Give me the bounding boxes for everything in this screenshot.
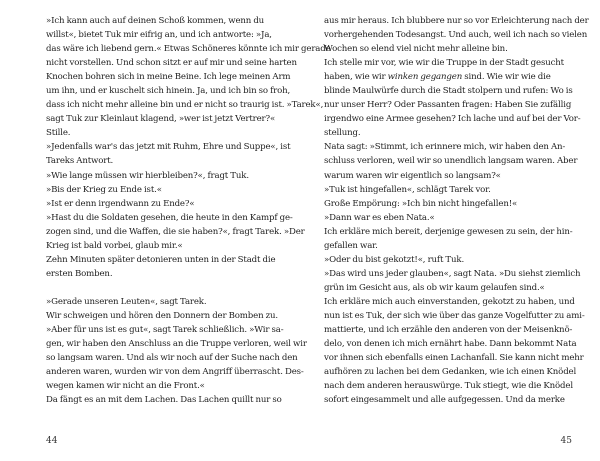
text-line: dass ich nicht mehr alleine bin und er nicht so traurig ist. »Tarek«, (46, 100, 324, 111)
text-line: Knochen bohren sich in meine Beine. Ich lege meinen Arm (46, 72, 291, 83)
text-line: irgendwo eine Armee gesehen? Ich lache und auf bei der Vor- (324, 114, 581, 125)
text-line: sofort eingesammelt und alle aufgegessen. Und da merke (324, 395, 565, 406)
text-line: schluss verloren, weil wir so unendlich langsam waren. Aber (324, 156, 578, 167)
text-line: gen, wir haben den Anschluss an die Truppe verloren, weil wir (46, 339, 307, 350)
text-line: Krieg ist bald vorbei, glaub mir.« (46, 240, 183, 251)
text-line: »Jedenfalls war's das jetzt mit Ruhm, Ehre und Suppe«, ist (46, 142, 291, 153)
text-line: aus mir heraus. Ich blubbere nur so vor Erleichterung nach der (324, 16, 589, 26)
text-line: »Oder du bist gekotzt!«, ruft Tuk. (324, 254, 465, 265)
text-line: warum waren wir eigentlich so langsam?« (324, 170, 501, 181)
text-line: »Wie lange müssen wir hierbleiben?«, fragt Tuk. (46, 170, 249, 181)
text-line: stellung. (324, 128, 361, 139)
text-line: haben, wie wir winken gegangen sind. Wie wir wie die (324, 72, 551, 83)
text-line: Ich erkläre mich bereit, derjenige gewesen zu sein, der hin- (324, 226, 573, 237)
text-line: Tareks Antwort. (46, 156, 114, 167)
text-line: anderen waren, wurden wir von dem Angriff überrascht. Des- (46, 367, 304, 378)
text-line: »Das wird uns jeder glauben«, sagt Nata. »Du siehst ziemlich (324, 268, 581, 279)
text-line: sagt Tuk zur Kleinlaut klagend, »wer ist jetzt Vertrer?« (46, 114, 276, 125)
text-line: »Gerade unseren Leuten«, sagt Tarek. (46, 296, 207, 307)
text-line: »Ich kann auch auf deinen Schoß kommen, wenn du (46, 16, 265, 26)
text-line: »Tuk ist hingefallen«, schlägt Tarek vor. (324, 184, 491, 195)
text-line: »Ist er denn irgendwann zu Ende?« (46, 198, 195, 209)
text-line: nicht vorstellen. Und schon sitzt er auf mir und seine harten (46, 58, 297, 69)
text-line: delo, von denen ich mich ernährt habe. Dann bekommt Nata (324, 339, 577, 350)
text-line: nun ist es Tuk, der sich wie über das ganze Vogelfutter zu ami- (324, 310, 585, 321)
text-line: um ihn, und er kuschelt sich hinein. Ja, und ich bin so froh, (46, 86, 291, 97)
text-line: »Aber für uns ist es gut«, sagt Tarek schließlich. »Wir sa- (46, 325, 284, 336)
text-line: wegen kamen wir nicht an die Front.« (46, 381, 205, 392)
text-line: Ich stelle mir vor, wie wir die Truppe in der Stadt gesucht (324, 58, 564, 69)
text-line: grün im Gesicht aus, als ob wir kaum gelaufen sind.« (324, 282, 545, 293)
text-line: vor ihnen sich ebenfalls einen Lachanfall. Sie kann nicht mehr (324, 353, 584, 364)
text-line: Stille. (46, 128, 71, 139)
text-line: »Bis der Krieg zu Ende ist.« (46, 184, 162, 195)
right-page (324, 14, 589, 407)
text-line: aufhören zu lachen bei dem Gedanken, wie ich einen Knödel (324, 367, 577, 378)
text-line: vorhergehenden Todesangst. Und auch, weil ich nach so vielen (324, 30, 588, 41)
text-line: Wir schweigen und hören den Donnern der Bomben zu. (46, 310, 279, 321)
left-page-number: 44 (46, 436, 58, 446)
text-line: nach dem anderen herauswürge. Tuk stiegt, wie die Knödel (324, 381, 573, 392)
text-line: willst«, bietet Tuk mir eifrig an, und ich antworte: »Ja, (46, 30, 272, 41)
text-line: Wochen so elend viel nicht mehr alleine bin. (324, 44, 508, 55)
text-line: »Hast du die Soldaten gesehen, die heute in den Kampf ge- (46, 212, 293, 223)
text-line: zogen sind, und die Waffen, die sie haben?«, fragt Tarek. »Der (46, 226, 305, 237)
text-line: blinde Maulwürfe durch die Stadt stolpern und rufen: Wo is (324, 86, 573, 97)
text-line: ersten Bomben. (46, 268, 113, 279)
text-line: gefallen war. (324, 240, 378, 251)
text-line: das wäre ich liebend gern.« Etwas Schöneres könnte ich mir gerade (46, 44, 331, 55)
text-line: Ich erkläre mich auch einverstanden, gekotzt zu haben, und (324, 296, 575, 307)
left-page (46, 14, 331, 407)
section-break (46, 281, 284, 295)
text-line: so langsam waren. Und als wir noch auf der Suche nach den (46, 353, 298, 364)
text-line: nur unser Herr? Oder Passanten fragen: Haben Sie zufällig (324, 100, 572, 111)
text-line: mattierte, und ich erzähle den anderen von der Meisenknö- (324, 325, 573, 336)
text-line: Große Empörung: »Ich bin nicht hingefallen!« (324, 198, 518, 209)
text-line: Zehn Minuten später detonieren unten in der Stadt die (46, 254, 276, 265)
text-line: Da fängt es an mit dem Lachen. Das Lachen quillt nur so (46, 395, 282, 406)
right-page-number: 45 (560, 436, 572, 446)
text-line: »Dann war es eben Nata.« (324, 212, 435, 223)
text-line: Nata sagt: »Stimmt, ich erinnere mich, wir haben den An- (324, 142, 566, 153)
